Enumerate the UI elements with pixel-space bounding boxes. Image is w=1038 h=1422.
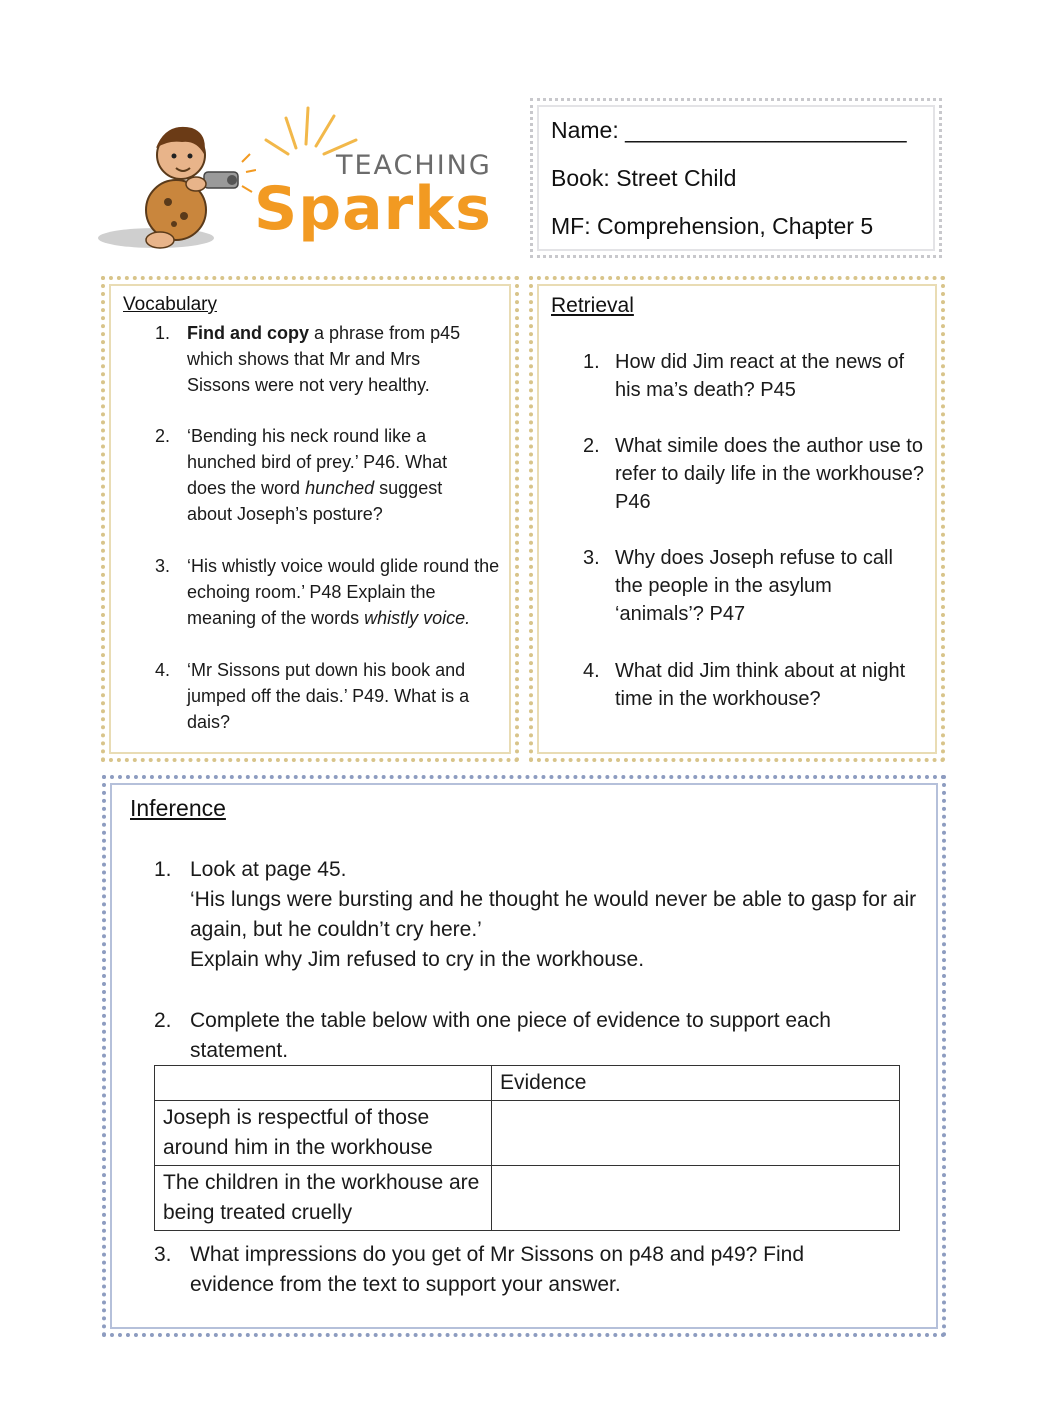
vocabulary-box: [101, 276, 519, 762]
statement-cell: The children in the workhouse are being treated cruelly: [155, 1166, 492, 1231]
statement-cell: Joseph is respectful of those around him in the workhouse: [155, 1101, 492, 1166]
logo-sparks-text: Sparks: [254, 174, 492, 244]
question-text: ‘Mr Sissons put down his book and jumped off the dais.’ P49. What is a dais?: [187, 660, 470, 732]
evidence-table: [154, 1065, 900, 1231]
vocab-question-4: [155, 657, 505, 737]
question-text-post: suggest about Joseph’s posture?: [187, 478, 443, 524]
question-number: 1.: [154, 858, 172, 881]
question-number: 4.: [155, 660, 171, 680]
teaching-sparks-logo: [96, 100, 496, 260]
vocab-question-2: [155, 423, 505, 533]
question-text: [187, 553, 505, 631]
emphasis-text: Find and copy: [187, 323, 310, 343]
caveman-mascot-icon: [96, 100, 256, 260]
table-header-row: [155, 1066, 900, 1101]
retrieval-heading: Retrieval: [551, 294, 634, 317]
question-line: Explain why Jim refused to cry in the workhouse.: [190, 948, 645, 971]
question-text: What impressions do you get of Mr Sissons on p48 and p49? Find evidence from the text to support your answer.: [190, 1243, 805, 1296]
book-title: Book: Street Child: [551, 165, 737, 191]
question-text: How did Jim react at the news of his ma’s death? P45: [615, 351, 905, 401]
table-header-cell: [155, 1066, 492, 1101]
info-box: [530, 98, 942, 258]
inference-box: [102, 775, 946, 1337]
question-text: [187, 423, 487, 527]
question-number: 2.: [583, 435, 600, 457]
question-text: What did Jim think about at night time in the workhouse?: [615, 660, 906, 710]
question-line: Look at page 45.: [190, 858, 347, 881]
question-text: What simile does the author use to refer to daily life in the workhouse? P46: [615, 435, 925, 513]
vocabulary-heading: Vocabulary: [123, 294, 218, 315]
question-number: 2.: [155, 426, 171, 446]
mf-title: MF: Comprehension, Chapter 5: [551, 213, 874, 239]
question-number: 1.: [155, 323, 171, 343]
question-number: 1.: [583, 351, 600, 373]
logo-teaching-text: TEACHING: [336, 150, 492, 181]
question-text: [190, 855, 920, 975]
question-text: [187, 320, 487, 398]
question-text: Complete the table below with one piece of evidence to support each statement.: [190, 1009, 831, 1062]
retrieval-box: [529, 276, 945, 762]
question-text-pre: ‘Bending his neck round like a hunched bird of prey.’ P46. What does the word: [187, 426, 448, 498]
question-number: 3.: [154, 1243, 172, 1266]
inference-heading: Inference: [130, 795, 226, 821]
question-number: 4.: [583, 660, 600, 682]
question-text: Why does Joseph refuse to call the people in the asylum ‘animals’? P47: [615, 547, 893, 625]
question-text-rest: a phrase from p45 which shows that Mr and Mrs Sissons were not very healthy.: [187, 323, 461, 395]
evidence-cell[interactable]: [492, 1101, 900, 1166]
table-header-cell: Evidence: [492, 1066, 900, 1101]
italic-word: whistly voice.: [364, 608, 471, 628]
name-field[interactable]: Name: ______________________: [551, 117, 907, 143]
evidence-cell[interactable]: [492, 1166, 900, 1231]
question-number: 3.: [583, 547, 600, 569]
question-number: 3.: [155, 556, 171, 576]
italic-word: hunched: [305, 478, 375, 498]
question-number: 2.: [154, 1009, 172, 1032]
table-row: [155, 1166, 900, 1231]
question-text-pre: ‘His whistly voice would glide round the echoing room.’ P48 Explain the meaning of the words: [187, 556, 500, 628]
question-quote: ‘His lungs were bursting and he thought he would never be able to gasp for air again, but he couldn’t cry here.’: [190, 888, 917, 941]
vocab-question-3: [155, 553, 505, 633]
vocab-question-1: [155, 320, 505, 400]
table-row: [155, 1101, 900, 1166]
